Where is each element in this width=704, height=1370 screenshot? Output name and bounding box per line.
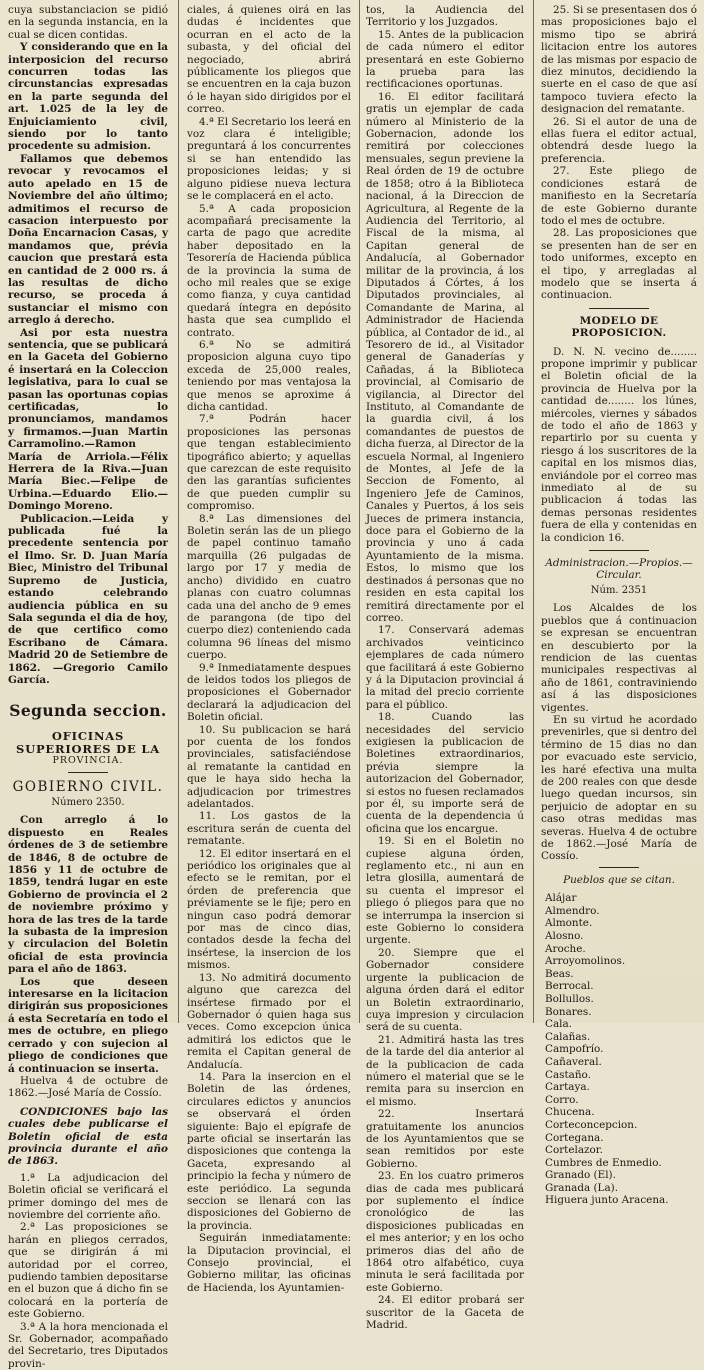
condition: 19. Si en el Boletin no cupiese alguna órden, reglamento etc., ni aun en letra glosilla, aumentará de su cuenta el impresor el pliego ó pliegos para que no se interrumpa la insercion si este Gobierno lo considera urgente.	[366, 835, 524, 947]
signature: Huelva 4 de octubre de 1862.—José María de Cossío.	[8, 1074, 168, 1100]
column-4	[541, 4, 697, 1207]
condition: 11. Los gastos de la escritura serán de cuenta del rematante.	[187, 810, 351, 848]
model-text: D. N. N. vecino de........ propone imprimir y publicar el Boletin oficial de la provincia de Huelva por la cantidad de........ los lúnes, miércoles, viernes y sábados de todo el año de 1863 y repartirlo por su cuenta y riesgo á los suscritores de la capital en los mismos dias, enviándole por el correo mas inmediato al de su publicacion á todas las demas personas residentes fuera de ella y contenidas en la condicion 16.	[541, 345, 697, 544]
column-rule	[533, 0, 534, 1023]
divider	[68, 772, 108, 773]
condition: 23. En los cuatro primeros dias de cada mes publicará por suplemento el índice cronológico de las disposiciones publicadas en el mes anterior; y en los ocho primeros dias del año de 1864 otro alfabético, cuya minuta le será facilitada por este Gobierno.	[366, 1170, 524, 1294]
paragraph: Con arreglo á lo dispuesto en Reales órdenes de 3 de setiembre de 1846, 8 de octubre de 1856 y 11 de octubre de 1859, tendrá lugar en este Gobierno de provincia el 2 de noviembre próximo y hora de las tres de la tarde la subasta de la impresion y circulacion del Boletin oficial de esta provincia para el año de 1863.	[8, 814, 168, 976]
column-1	[8, 4, 168, 1370]
section-title: Segunda seccion.	[9, 701, 167, 721]
paragraph: Publicacion.—Leida y publicada fué la precedente sentencia por el Ilmo. Sr. D. Juan María Biec, Ministro del Tribunal Supremo de Justicia, estando celebrando audiencia pública en su Sala segunda el dia de hoy, de que certifico como Escribano de Cámara. Madrid 20 de Setiembre de 1862. —Gregorio Camilo García.	[8, 512, 168, 686]
condition: 26. Si el autor de una de ellas fuera el editor actual, obtendrá desde luego la preferencia.	[541, 115, 697, 165]
condition: 18. Cuando las necesidades del servicio exigiesen la publicacion de Boletines extraordinarios, prévia siempre la autorizacion del Gobernador, si estos no fuesen reclamados por él, su importe será de cuenta de la dependencia ú oficina que los encargue.	[366, 711, 524, 835]
document-number: Núm. 2351	[590, 584, 648, 596]
town-item: Corro.	[545, 1093, 579, 1106]
condition: 12. El editor insertará en el periódico los originales que al efecto se le remitan, por el órden de preferencia que préviamente se le fije; pero en ningun caso podrá demorar por mas de cinco dias, contados desde la fecha del insértese, la insercion de los mismos.	[187, 847, 351, 972]
towns-title: Pueblos que se citan.	[563, 873, 675, 886]
condition: 14. Para la insercion en el Boletin de las órdenes, circulares edictos y anuncios se observará el órden siguiente: Bajo el epígrafe de parte oficial se insertarán las disposiciones que contenga la Gaceta, expresando al principio la fecha y número de este periódico. La segunda seccion se llenará con las disposiciones del Gobierno de la provincia.	[187, 1070, 351, 1232]
condition: 6.ª No se admitirá proposicion alguna cuyo tipo exceda de 25,000 reales, teniendo por mas ventajosa la que menos se aproxime á dicha cantidad.	[187, 338, 351, 413]
condition: 13. No admitirá documento alguno que carezca del insértese firmado por el Gobernador ó quien haga sus veces. Como excepcion única admitirá los edictos que le remita el Capitan general de Andalucía.	[187, 971, 351, 1071]
town-item: Cumbres de Enmedio.	[545, 1156, 662, 1169]
town-item: Almonte.	[545, 917, 593, 930]
town-item: Castaño.	[545, 1068, 591, 1081]
town-item: Granado (El).	[545, 1169, 616, 1182]
condition: 5.ª A cada proposicion acompañará precisamente la carta de pago que acredite haber depositado en la Tesorería de Hacienda pública de la provincia la suma de ocho mil reales que se exige como fianza, y cuya cantidad quedará íntegra en depósito hasta que sea cumplido el contrato.	[187, 202, 351, 339]
condition: 16. El editor facilitará gratis un ejemplar de cada número al Ministerio de la Gobernacion, adonde los remitirá por colecciones mensuales, segun previene la Real órden de 19 de octubre de 1858; otro á la Biblioteca nacional, á la Direccion de Agricultura, al Regente de la Audiencia del Territorio, al Fiscal de la misma, al Capitan general de Andalucía, al Gobernador militar de la provincia, á los Diputados á Córtes, á los Diputados provinciales, al Comandante de Marina, al Administrador de Hacienda pública, al Contador de id., al Tesorero de id., al Visitador general de Ganaderías y Cañadas, á la Biblioteca provincial, al Comisario de vigilancia, al Director del Instituto, al Comandante de la guardia civil, á los comandantes de puestos de dicha fuerza, al Director de la escuela Normal, al Ingeniero de Montes, al Jefe de la Seccion de Fomento, al Ingeniero Jefe de Caminos, Canales y Puertos, á los seis Jueces de primera instancia, doce para el Gobierno de la provincia y uno á cada Ayuntamiento de la misma. Estos, lo mismo que los destinados á personas que no residen en esta capital los remitirá directamente por el correo.	[366, 90, 524, 624]
town-item: Corteconcepcion.	[545, 1118, 638, 1131]
model-title: MODELO DE PROPOSICION.	[571, 314, 667, 340]
town-list	[541, 892, 697, 1207]
paragraph: Y considerando que en la interposicion del recurso concurren todas las circunstancias expresadas en la parte segunda del art. 1.025 de la ley de Enjuiciamiento civil, siendo por lo tanto procedente su admision.	[8, 41, 168, 153]
condition: ciales, á quienes oirá en las dudas é incidentes que ocurran en el acto de la subasta, y del oficial del negociado, abrirá públicamente los pliegos que se encuentren en la caja buzon ó le hayan sido dirigidos por el correo.	[187, 4, 351, 116]
condition: 28. Las proposiciones que se presenten han de ser en todo uniformes, excepto en el tipo, y arregladas al modelo que se inserta á continuacion.	[541, 227, 697, 302]
admin-title: Administracion.—Propios.—Circular.	[545, 557, 693, 582]
town-item: Alájar	[545, 892, 577, 905]
divider	[589, 308, 649, 309]
condition: 24. El editor probará ser suscritor de la Gaceta de Madrid.	[366, 1294, 524, 1332]
condition: 15. Antes de la publicacion de cada número el editor presentará en este Gobierno la prueba para las rectificaciones oportunas.	[366, 28, 524, 91]
condition: 17. Conservará ademas archivados veinticinco ejemplares de cada número que facilitará á este Gobierno y á la Diputacion provincial á la mitad del precio corriente para el público.	[366, 624, 524, 711]
town-item: Chucena.	[545, 1106, 595, 1119]
town-item: Aroche.	[545, 942, 586, 955]
town-item: Arroyomolinos.	[545, 955, 626, 968]
town-item: Granada (La).	[545, 1181, 619, 1194]
condition: Seguirán inmediatamente: la Diputacion provincial, el Consejo provincial, el Gobierno militar, las oficinas de Hacienda, los Ayuntamien-	[187, 1232, 351, 1294]
town-item: Cala.	[545, 1018, 572, 1031]
town-item: Bollullos.	[545, 992, 594, 1005]
column-rule	[359, 0, 360, 1023]
condition: 8.ª Las dimensiones del Boletin serán las de un pliego de papel continuo tamaño marquilla (26 pulgadas de largo por 17 y media de ancho) dividido en cuatro planas con cuatro columnas cada una del ancho de 9 emes de parangona (de tipo del cuerpo diez) conteniendo cada columna 96 líneas del mismo cuerpo.	[187, 512, 351, 662]
town-item: Cartaya.	[545, 1081, 590, 1094]
condition: 7.ª Podrán hacer proposiciones las personas que tengan establecimiento tipográfico abierto; y aquellas que carezcan de este requisito den las garantías suficientes de que pueden cumplir su compromiso.	[187, 413, 351, 513]
conditions-heading: CONDICIONES bajo las cuales debe publicarse el Boletin oficial de esta provincia durante el año de 1863.	[8, 1105, 168, 1168]
circular-paragraph: Los Alcaldes de los pueblos que á continuacion se expresan se encuentran en descubierto por la rendicion de las cuentas municipales respectivas al año de 1861, contraviniendo así á las disposiciones vigentes.	[541, 602, 697, 714]
condition: 27. Este pliego de condiciones estará de manifiesto en la Secretaría de este Gobierno durante todo el mes de octubre.	[541, 165, 697, 227]
government-title: GOBIERNO CIVIL.	[12, 778, 164, 795]
condition: 9.ª Inmediatamente despues de leidos todos los pliegos de proposiciones el Gobernador declarará la adjudicacion del Boletin oficial.	[187, 661, 351, 724]
condition: 10. Su publicacion se hará por cuenta de los fondos provinciales, satisfaciéndose al rematante la cantidad en que le haya sido hecha la adjudicacion por trimestres adelantados.	[187, 723, 351, 810]
town-item: Cañaveral.	[545, 1055, 602, 1068]
town-item: Campofrío.	[545, 1043, 604, 1056]
town-item: Berrocal.	[545, 980, 594, 993]
town-item: Almendro.	[545, 904, 600, 917]
condition: 21. Admitirá hasta las tres de la tarde del dia anterior al de la publicacion de cada número el material que se le remita para su insercion en el mismo.	[366, 1033, 524, 1108]
condition: 1.ª La adjudicacion del Boletin oficial se verificará el primer domingo del mes de noviembre del corriente año.	[8, 1171, 168, 1221]
town-item: Higuera junto Aracena.	[545, 1194, 669, 1207]
circular-paragraph: En su virtud he acordado prevenirles, que si dentro del término de 15 dias no dan por evacuado este servicio, les haré efectiva una multa de 200 reales con que desde luego quedan incursos, sin perjuicio de adoptar en su caso otras medidas mas severas. Huelva 4 de octubre de 1862.—José María de Cossío.	[541, 713, 697, 863]
town-item: Bonares.	[545, 1005, 592, 1018]
town-item: Cortelazor.	[545, 1144, 603, 1157]
condition: 2.ª Las proposiciones se harán en pliegos cerrados, que se dirigirán á mi autoridad por el correo, pudiendo tambien depositarse en el buzon que á dicho fin se colocará en la portería de este Gobierno.	[8, 1221, 168, 1321]
office-title: OFICINAS SUPERIORES DE LA	[16, 729, 160, 756]
paragraph: Fallamos que debemos revocar y revocamos el auto apelado en 15 de Noviembre del año último; admitimos el recurso de casacion interpuesto por Doña Encarnacion Casas, y mandamos que, prévia caucion que prestará esta en cantidad de 2 000 rs. á las resultas de dicho recurso, se proceda á sustanciar el mismo con arreglo á derecho.	[8, 152, 168, 327]
divider	[589, 550, 649, 551]
condition: 20. Siempre que el Gobernador considere urgente la publicacion de alguna órden dará el editor un Boletin extraordinario, cuya impresion y circulacion será de su cuenta.	[366, 946, 524, 1034]
divider	[599, 867, 639, 868]
document-number: Número 2350.	[51, 796, 125, 808]
town-item: Cortegana.	[545, 1131, 604, 1144]
office-subtitle: PROVINCIA.	[52, 755, 124, 767]
paragraph: Los que deseen interesarse en la licitacion dirigirán sus proposiciones á esta Secretaría en todo el mes de octubre, en pliego cerrado y con sujecion al pliego de condiciones que á continuacion se inserta.	[8, 975, 168, 1075]
paragraph: cuya substanciacion se pidió en la segunda instancia, en la cual se dicen contidas.	[8, 4, 168, 41]
condition: 25. Si se presentasen dos ó mas proposiciones bajo el mismo tipo se abrirá licitacion entre los autores de las mismas por espacio de diez minutos, decidiendo la suerte en el caso de que así tampoco tuviera efecto la designacion del rematante.	[541, 4, 697, 116]
town-item: Beas.	[545, 967, 574, 980]
condition: 4.ª El Secretario los leerá en voz clara é inteligible; preguntará á los concurrentes si se han entendido las proposiciones leidas; y si alguno pidiese nueva lectura se le complacerá en el acto.	[187, 115, 351, 203]
paragraph: Asi por esta nuestra sentencia, que se publicará en la Gaceta del Gobierno é insertará en la Coleccion legislativa, para lo cual se pasan las oportunas copias certificadas, lo pronunciamos, mandamos y firmamos.—Juan Martin Carramolino.—Ramon María de Arriola.—Félix Herrera de la Riva.—Juan María Biec.—Felipe de Urbina.—Eduardo Elio.—Domingo Moreno.	[8, 326, 168, 513]
column-rule	[178, 0, 179, 1023]
column-2	[187, 4, 351, 1294]
town-item: Alosno.	[545, 930, 584, 942]
condition: tos, la Audiencia del Territorio y los Juzgados.	[366, 4, 524, 29]
condition: 3.ª A la hora mencionada el Sr. Gobernador, acompañado del Secretario, tres Diputados provin-	[8, 1320, 168, 1370]
town-item: Calañas.	[545, 1030, 591, 1043]
condition: 22. Insertará gratuitamente los anuncios de los Ayuntamientos que se sean remitidos por este Gobierno.	[366, 1108, 524, 1170]
column-3	[366, 4, 524, 1332]
